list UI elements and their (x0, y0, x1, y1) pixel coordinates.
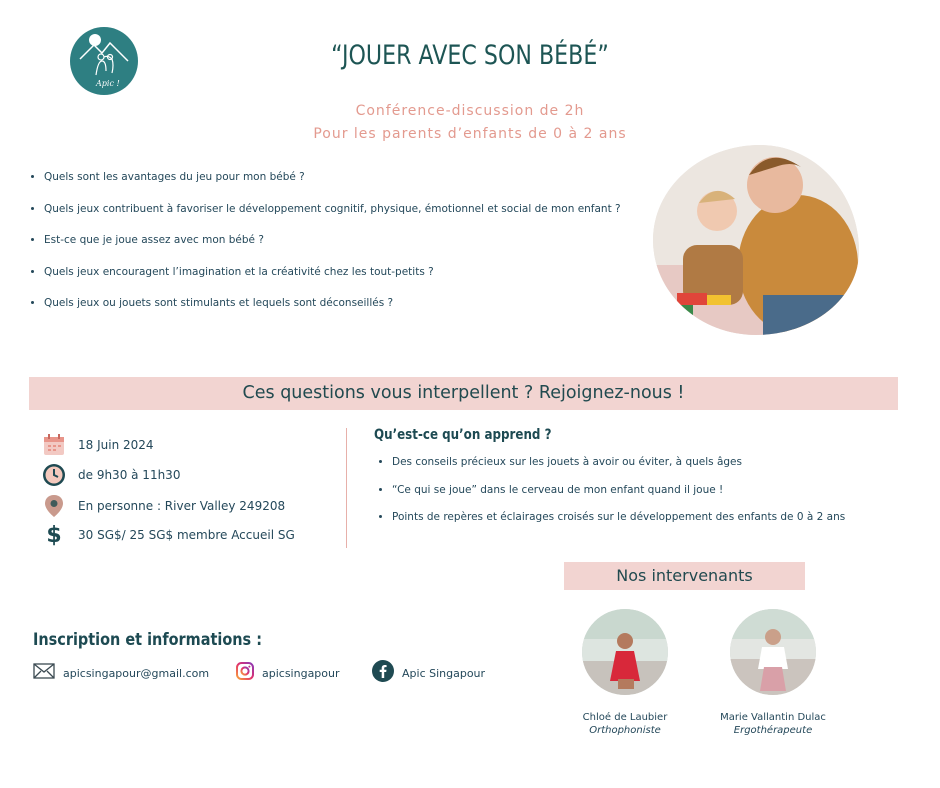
instagram-icon (236, 662, 254, 684)
instagram-handle: apicsingapour (262, 666, 340, 680)
question-item: • Quels sont les avantages du jeu pour mon bébé ? (44, 170, 664, 184)
speaker-role: Ergothérapeute (733, 725, 813, 736)
learn-title: Qu’est-ce qu’on apprend ? (374, 427, 552, 443)
event-price: 30 SG$/ 25 SG$ membre Accueil SG (78, 528, 295, 542)
subtitle-line-2: Pour les parents d’enfants de 0 à 2 ans (313, 126, 627, 142)
contact-facebook[interactable] (372, 660, 485, 686)
apic-logo (70, 27, 138, 95)
facebook-page: Apic Singapour (402, 666, 486, 680)
learn-item: • Des conseils précieux sur les jouets à avoir ou éviter, à quels âges (392, 455, 922, 469)
speaker-name: Chloé de Laubier (582, 712, 668, 723)
event-time-row (42, 461, 332, 489)
speaker-photo (582, 609, 668, 695)
question-item: • Quels jeux ou jouets sont stimulants et lequels sont déconseillés ? (44, 296, 664, 310)
contact-email[interactable] (33, 660, 209, 686)
speaker-name: Marie Vallantin Dulac (720, 712, 826, 723)
call-to-action-banner: Ces questions vous interpellent ? Rejoignez-nous ! (29, 377, 898, 410)
speaker-role: Orthophoniste (589, 725, 661, 736)
learn-list (374, 455, 922, 538)
email-icon (33, 663, 55, 683)
subtitle (270, 100, 670, 146)
contact-instagram[interactable] (236, 660, 340, 686)
event-location: En personne : River Valley 249208 (78, 499, 286, 513)
question-item: • Quels jeux contribuent à favoriser le développement cognitif, physique, émotionnel et social de mon enfant ? (44, 202, 664, 216)
email-address: apicsingapour@gmail.com (63, 666, 210, 680)
questions-list (26, 170, 664, 328)
dollar-icon: $ (46, 522, 62, 548)
speaker-card (550, 609, 700, 736)
clock-icon (42, 463, 66, 487)
parent-baby-illustration (653, 145, 859, 335)
page-title: “JOUER AVEC SON BÉBÉ” (331, 40, 609, 71)
calendar-icon (42, 433, 66, 457)
speaker-photo (730, 609, 816, 695)
event-date: 18 Juin 2024 (78, 438, 154, 452)
speaker-card (698, 609, 848, 736)
event-location-row (42, 492, 332, 520)
location-pin-icon (42, 494, 66, 518)
subtitle-line-1: Conférence-discussion de 2h (355, 103, 585, 119)
question-item: • Est-ce que je joue assez avec mon bébé ? (44, 233, 664, 247)
speakers-title: Nos intervenants (564, 562, 805, 590)
contact-title: Inscription et informations : (33, 630, 262, 650)
parent-baby-photo (653, 145, 859, 335)
learn-item: • “Ce qui se joue” dans le cerveau de mon enfant quand il joue ! (392, 483, 922, 497)
question-item: • Quels jeux encouragent l’imagination et la créativité chez les tout-petits ? (44, 265, 664, 279)
event-date-row (42, 431, 332, 459)
facebook-icon (372, 660, 394, 686)
learn-item: • Points de repères et éclairages croisés sur le développement des enfants de 0 à 2 ans (392, 510, 922, 524)
logo-text: Apic ! (96, 79, 120, 88)
event-time: de 9h30 à 11h30 (78, 468, 181, 482)
event-price-row (42, 521, 332, 549)
vertical-divider (346, 428, 347, 548)
